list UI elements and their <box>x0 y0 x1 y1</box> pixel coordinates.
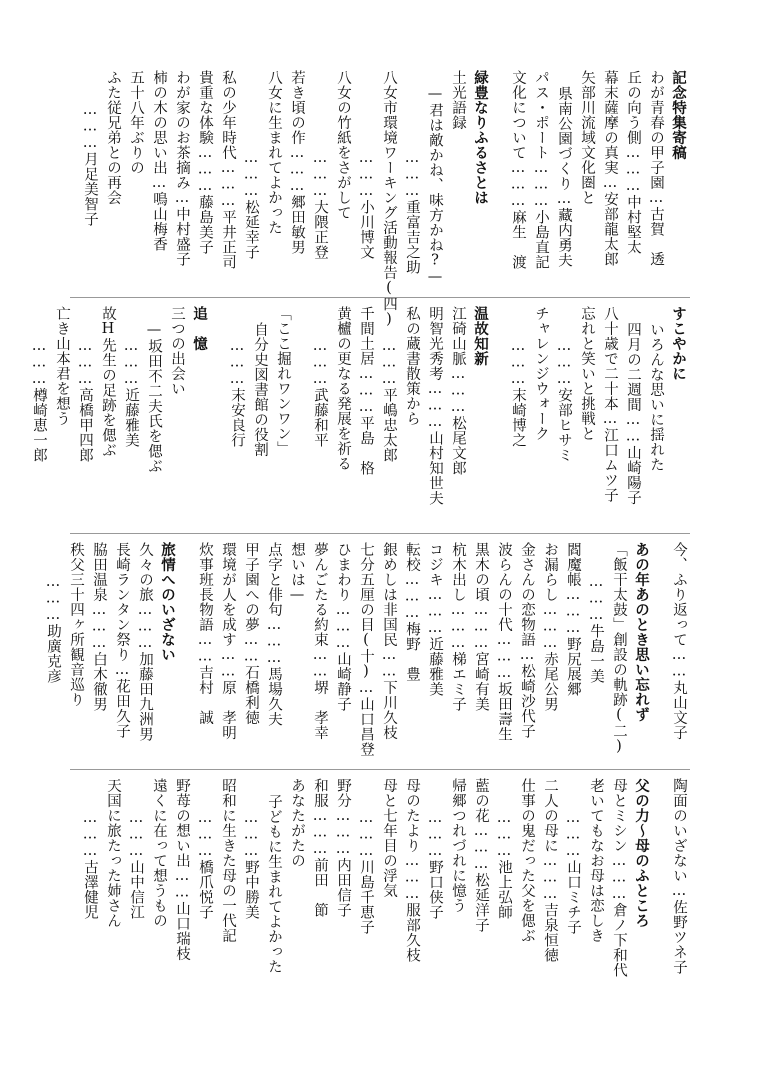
entry-text: 転校………梅野 豊 <box>404 542 420 682</box>
toc-entry <box>147 70 170 288</box>
entry-text: 長崎ランタン祭り…花田久子 <box>114 542 130 739</box>
entry-text: 今、ふり返って……丸山文子 <box>671 542 687 740</box>
toc-band-4 <box>70 778 690 996</box>
entry-text: 若き頃の作………郷田敏男 <box>289 70 305 255</box>
toc-entry <box>400 306 423 524</box>
toc-entry <box>308 542 331 760</box>
toc-entry <box>73 306 96 524</box>
entry-text: 三つの出会い <box>169 306 185 396</box>
entry-text: ………池上弘師 <box>496 809 512 920</box>
entry-text: 丘の向う側………中村堅太 <box>625 70 641 255</box>
toc-entry <box>506 306 529 524</box>
entry-text: 陶面のいざない…佐野ツネ子 <box>671 778 687 975</box>
toc-entry <box>216 70 239 288</box>
column-gap <box>653 542 667 760</box>
entry-text: 甲子園への夢……石橋利徳 <box>243 542 259 725</box>
toc-entry <box>506 70 529 288</box>
toc-entry <box>239 70 262 288</box>
toc-entry <box>239 542 262 760</box>
entry-text: 千間土居………平島 格 <box>358 306 374 476</box>
entry-text: ………末崎博之 <box>510 337 526 448</box>
entry-text: 想いは— <box>289 542 305 604</box>
entry-text: 黒木の頃………宮崎有美 <box>473 542 489 712</box>
entry-text: 七分五厘の目(十)…山口昌登 <box>358 542 374 757</box>
toc-entry <box>147 778 170 996</box>
toc-entry <box>354 70 377 288</box>
entry-text: 藍の花………松延洋子 <box>473 778 489 933</box>
toc-entry <box>308 306 331 524</box>
entry-text: ………大隈正登 <box>312 149 328 260</box>
toc-entry <box>285 542 308 760</box>
entry-text: 母とミシン………倉ノ下和代 <box>611 778 627 978</box>
column-gap <box>211 306 225 524</box>
toc-entry <box>598 306 621 524</box>
toc-entry <box>142 306 165 524</box>
divider <box>70 297 690 298</box>
toc-entry <box>119 306 142 524</box>
entry-text: 江碕山脈………松尾文郎 <box>450 306 466 476</box>
column-gap <box>294 306 308 524</box>
entry-text: わが家のお茶摘み…中村盛子 <box>174 70 190 267</box>
column-gap <box>179 542 193 760</box>
toc-entry <box>87 542 110 760</box>
toc-entry <box>400 542 423 760</box>
entry-text: 忘れと笑いと挑戦と <box>579 306 595 441</box>
toc-entry <box>165 306 188 524</box>
entry-text: あなたがたの <box>289 778 305 868</box>
section-heading: 温故知新 <box>472 306 489 366</box>
toc-entry <box>377 70 400 328</box>
toc-entry <box>423 70 446 288</box>
toc-entry <box>170 70 193 288</box>
toc-entry <box>423 542 446 760</box>
toc-entry <box>492 542 515 760</box>
toc-entry <box>308 70 331 288</box>
toc-entry <box>561 778 584 996</box>
entry-text: わが青春の甲子園…古賀 透 <box>648 70 664 267</box>
toc-entry <box>225 306 248 524</box>
toc-entry <box>552 70 575 288</box>
entry-text: 仕事の鬼だった父を偲ぶ <box>519 778 535 943</box>
entry-text: 故H先生の足跡を偲ぶ <box>100 306 116 458</box>
entry-text: チャレンジウォーク <box>533 306 549 441</box>
entry-text: ………牛島一美 <box>588 573 604 684</box>
toc-entry <box>41 542 64 760</box>
toc-entry <box>630 542 653 760</box>
column-gap <box>492 70 506 288</box>
entry-text: 八女に生まれてよかった <box>266 70 282 235</box>
toc-entry <box>400 778 423 996</box>
toc-entry <box>124 778 147 996</box>
toc-entry <box>515 542 538 760</box>
toc-entry <box>50 306 73 524</box>
entry-text: 老いてもなお母は恋しき <box>588 778 604 943</box>
toc-entry <box>96 306 119 524</box>
entry-text: コジキ………近藤雅美 <box>427 542 443 697</box>
entry-text: いろんな思いに揺れた <box>648 321 664 472</box>
toc-band-3 <box>45 542 690 760</box>
toc-entry <box>469 70 492 288</box>
toc-entry <box>133 542 156 760</box>
toc-entry <box>529 306 552 524</box>
entry-text: 貴重な体験………藤島美子 <box>197 70 213 255</box>
entry-text: 五十八年ぶりの <box>128 70 144 175</box>
entry-text: 八女の竹紙をさがして <box>335 70 351 220</box>
toc-entry <box>308 778 331 996</box>
entry-text: 野分………内田信子 <box>335 778 351 918</box>
entry-text: 「ここ掘れワンワン」 <box>275 306 291 456</box>
entry-text: 幕末薩摩の真実…安部龍太郎 <box>602 70 618 267</box>
toc-entry <box>110 542 133 760</box>
entry-text: ひまわり………山崎静子 <box>335 542 351 712</box>
toc-entry <box>239 778 262 996</box>
toc-entry <box>575 70 598 288</box>
entry-text: ………平嶋忠太郎 <box>381 337 397 463</box>
entry-text: 遠くに在って想うもの <box>151 778 167 928</box>
toc-entry <box>529 70 552 288</box>
entry-text: —坂田不二夫氏を偲ぶ <box>146 321 162 474</box>
toc-entry <box>377 778 400 996</box>
toc-entry <box>248 306 271 524</box>
toc-entry <box>124 70 147 288</box>
entry-text: 和服………前田 節 <box>312 778 328 918</box>
toc-entry <box>354 306 377 524</box>
toc-entry <box>538 542 561 760</box>
entry-text: ………川島千恵子 <box>358 809 374 935</box>
entry-text: 明智光秀考………山村知世夫 <box>427 306 443 506</box>
toc-entry <box>331 778 354 996</box>
toc-entry <box>552 306 575 524</box>
toc-entry <box>400 70 423 288</box>
toc-entry <box>331 306 354 524</box>
entry-text: ………松延幸子 <box>243 149 259 260</box>
section-heading: 追 憶 <box>191 306 208 351</box>
toc-entry <box>469 778 492 996</box>
toc-entry <box>101 70 124 288</box>
toc-entry <box>285 778 308 996</box>
toc-entry <box>78 70 101 288</box>
toc-entry <box>377 306 400 524</box>
toc-entry <box>423 306 446 524</box>
entry-text: 土光語録 <box>450 70 466 130</box>
entry-text: 黄櫨の更なる発展を祈る <box>335 306 351 471</box>
entry-text: 昭和に生きた母の一代記 <box>220 778 236 943</box>
toc-band-2 <box>31 306 690 524</box>
section-heading: 記念特集寄稿 <box>670 70 687 160</box>
entry-text: ………武藤和平 <box>312 337 328 448</box>
toc-entry <box>354 542 377 760</box>
entry-text: ふた従兄弟との再会 <box>105 70 121 205</box>
toc-entry <box>262 778 285 996</box>
entry-text: ………橋爪悦子 <box>197 809 213 920</box>
toc-entry <box>423 778 446 996</box>
toc-entry <box>64 542 87 760</box>
toc-entry <box>644 70 667 288</box>
entry-text: ………重富吉之助 <box>404 149 420 275</box>
entry-text: 県南公園づくり…藏内勇夫 <box>556 85 572 268</box>
toc-entry <box>630 778 653 996</box>
entry-text: ………安部ヒサミ <box>556 337 572 463</box>
toc-entry <box>354 778 377 996</box>
toc-entry <box>598 70 621 288</box>
toc-entry <box>27 306 50 524</box>
entry-text: 「飯干太鼓」創設の軌跡(二) <box>611 542 627 755</box>
entry-text: ………野口侠子 <box>427 809 443 920</box>
entry-text: —君は敵かね、味方かね?— <box>427 85 443 286</box>
entry-text: 私の蔵書散策から <box>404 306 420 426</box>
entry-text: パス・ポート………小島直記 <box>533 70 549 270</box>
entry-text: お漏らし………赤尾公男 <box>542 542 558 712</box>
toc-entry <box>216 778 239 996</box>
toc-entry <box>262 70 285 288</box>
entry-text: ………末安良行 <box>229 337 245 448</box>
entry-text: 文化について………麻生 渡 <box>510 70 526 270</box>
toc-entry <box>262 542 285 760</box>
toc-entry <box>271 306 294 524</box>
divider <box>70 533 690 534</box>
toc-entry <box>78 778 101 996</box>
toc-entry <box>584 778 607 996</box>
toc-entry <box>285 70 308 288</box>
column-gap <box>492 306 506 524</box>
toc-entry <box>561 542 584 760</box>
entry-text: ………高橋甲四郎 <box>77 337 93 463</box>
entry-text: ………小川博文 <box>358 149 374 260</box>
toc-entry <box>584 542 607 760</box>
entry-text: 私の少年時代………平井正司 <box>220 70 236 270</box>
toc-entry <box>188 306 211 524</box>
entry-text: 二人の母に………吉泉恒徳 <box>542 778 558 963</box>
toc-entry <box>101 778 124 996</box>
entry-text: 矢部川流域文化圏と <box>579 70 595 205</box>
entry-text: 亡き山本君を想う <box>54 306 70 426</box>
toc-entry <box>446 70 469 288</box>
toc-entry <box>667 306 690 524</box>
entry-text: 野苺の想い出……山口瑞枝 <box>174 778 190 961</box>
entry-text: ………山中信江 <box>128 809 144 920</box>
toc-entry <box>538 778 561 996</box>
toc-entry <box>575 306 598 524</box>
section-heading: 旅情へのいざない <box>159 542 176 662</box>
toc-entry <box>644 306 667 524</box>
entry-text: 久々の旅………加藤田九洲男 <box>137 542 153 742</box>
toc-entry <box>515 778 538 996</box>
toc-band-1 <box>70 70 690 328</box>
entry-text: ………近藤雅美 <box>123 337 139 448</box>
section-heading: 緑豊なりふるさとは <box>472 70 489 205</box>
toc-entry <box>156 542 179 760</box>
entry-text: ………月足美智子 <box>82 101 98 227</box>
entry-text: 波らんの十代………坂田壽生 <box>496 542 512 742</box>
toc-entry <box>667 70 690 288</box>
column-gap <box>653 778 667 996</box>
entry-text: 金さんの恋物語…松崎沙代子 <box>519 542 535 739</box>
entry-text: 環境が人を成す……原 孝明 <box>220 542 236 740</box>
toc-entry <box>469 542 492 760</box>
entry-text: 炊事班長物語……吉村 誠 <box>197 542 213 725</box>
section-heading: 父の力〜母のふところ <box>633 778 650 928</box>
toc-entry <box>469 306 492 524</box>
toc-entry <box>492 778 515 996</box>
divider <box>70 769 690 770</box>
entry-text: 夢んごたる約束……堺 孝幸 <box>312 542 328 740</box>
entry-text: 母のたより………服部久枝 <box>404 778 420 963</box>
toc-entry <box>667 778 690 996</box>
toc-entry <box>193 542 216 760</box>
entry-text: 点字と俳句………馬場久夫 <box>266 542 282 727</box>
toc-entry <box>170 778 193 996</box>
entry-text: 脇田温泉………白木徹男 <box>91 542 107 712</box>
toc-entry <box>667 542 690 760</box>
toc-entry <box>331 542 354 760</box>
entry-text: 自分史図書館の役割 <box>252 321 268 457</box>
entry-text: ………古澤健児 <box>82 809 98 920</box>
entry-text: 柿の木の思い出…鳴山梅香 <box>151 70 167 252</box>
toc-entry <box>607 542 630 760</box>
entry-text: 四月の二週間……山崎陽子 <box>625 321 641 505</box>
entry-text: 銀めしは非国民……下川久枝 <box>381 542 397 740</box>
toc-entry <box>607 778 630 996</box>
toc-entry <box>331 70 354 288</box>
entry-text: ………助廣克彦 <box>45 573 61 684</box>
entry-text: 天国に旅たった姉さん <box>105 778 121 928</box>
section-heading: あの年あのとき思い忘れず <box>633 542 650 722</box>
entry-text: 八十歳で二十本…江口ムツ子 <box>602 306 618 503</box>
entry-text: 帰郷つれづれに憶う <box>450 778 466 913</box>
toc-entry <box>446 306 469 524</box>
entry-text: 杭木出し………梯エミ子 <box>450 542 466 712</box>
toc-entry <box>621 306 644 524</box>
entry-text: 八女市環境ワーキング活動報告(四) <box>381 70 397 328</box>
toc-entry <box>216 542 239 760</box>
entry-text: 秩父三十四ヶ所観音巡り <box>68 542 84 707</box>
entry-text: 母と七年目の浮気 <box>381 778 397 898</box>
toc-entry <box>446 542 469 760</box>
toc-entry <box>193 70 216 288</box>
toc-entry <box>621 70 644 288</box>
entry-text: 閻魔帳………野尻展郷 <box>565 542 581 697</box>
toc-entry <box>193 778 216 996</box>
entry-text: ………山口ミチ子 <box>565 809 581 935</box>
entry-text: ………野中勝美 <box>243 809 259 920</box>
section-heading: すこやかに <box>670 306 687 381</box>
toc-entry <box>377 542 400 760</box>
toc-entry <box>446 778 469 996</box>
entry-text: ………樽崎恵一郎 <box>31 337 47 463</box>
entry-text: 子どもに生まれてよかった <box>266 793 282 974</box>
